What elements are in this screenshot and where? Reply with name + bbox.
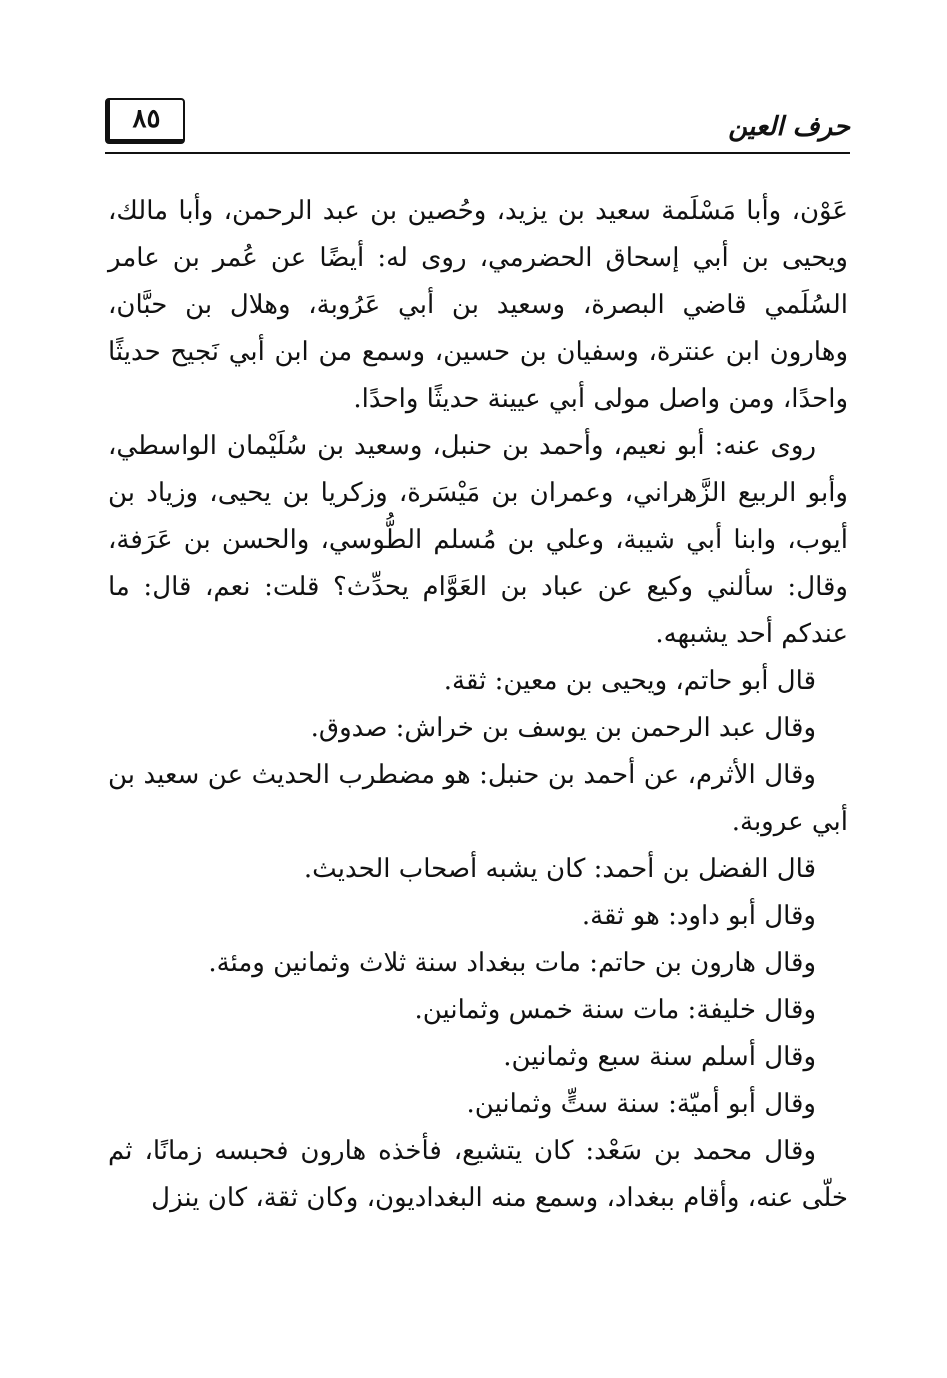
paragraph-fadl: قال الفضل بن أحمد: كان يشبه أصحاب الحديث. (303, 854, 816, 884)
paragraph-athram: وقال الأثرم، عن أحمد بن حنبل: هو مضطرب الحديث عن سعيد بن أبي عروبة. (108, 760, 848, 837)
paragraph-khalifa: وقال خليفة: مات سنة خمس وثمانين. (414, 995, 816, 1025)
paragraph-narrators: روى عنه: أبو نعيم، وأحمد بن حنبل، وسعيد بن سُلَيْمان الواسطي، وأبو الربيع الزَّهراني، وعمران بن مَيْسَرة، وزكريا بن يحيى، وزياد بن أيوب، وابنا أبي شيبة، وعلي بن مُسلم الطُّوسي، والحسن بن عَرَفة، وقال: سألني وكيع عن عباد بن العَوَّام يحدِّث؟ قلت: نعم، قال: ما عندكم أحد يشبهه. (108, 431, 848, 649)
paragraph-ibn-sad: وقال محمد بن سَعْد: كان يتشيع، فأخذه هارون فحبسه زمانًا، ثم خلّى عنه، وأقام ببغداد، وسمع منه البغداديون، وكان ثقة، كان ينزل (108, 1136, 848, 1213)
page-number: ٨٥ (105, 98, 185, 144)
paragraph-aslam: وقال أسلم سنة سبع وثمانين. (503, 1042, 816, 1072)
paragraph-harun: وقال هارون بن حاتم: مات ببغداد سنة ثلاث وثمانين ومئة. (208, 948, 816, 978)
page-header (105, 98, 850, 154)
paragraph-abu-hatim: قال أبو حاتم، ويحيى بن معين: ثقة. (443, 666, 816, 696)
paragraph-abu-umayya: وقال أبو أميّة: سنة ستٍّ وثمانين. (466, 1089, 816, 1119)
paragraph-abu-dawud: وقال أبو داود: هو ثقة. (581, 901, 816, 931)
paragraph-teachers: عَوْن، وأبا مَسْلَمة سعيد بن يزيد، وحُصين بن عبد الرحمن، وأبا مالك، ويحيى بن أبي إسحاق الحضرمي، روى له: أيضًا عن عُمر بن عامر السُلَمي قاضي البصرة، وسعيد بن أبي عَرُوبة، وهلال بن حبَّان، وهارون ابن عنترة، وسفيان بن حسين، وسمع من ابن أبي نَجيح حديثًا واحدًا، ومن واصل مولى أبي عيينة حديثًا واحدًا. (108, 196, 848, 414)
main-text (108, 188, 848, 1222)
header-divider (105, 152, 850, 154)
paragraph-ibn-khirash: وقال عبد الرحمن بن يوسف بن خراش: صدوق. (310, 713, 816, 743)
chapter-title: حرف العين (728, 112, 850, 142)
